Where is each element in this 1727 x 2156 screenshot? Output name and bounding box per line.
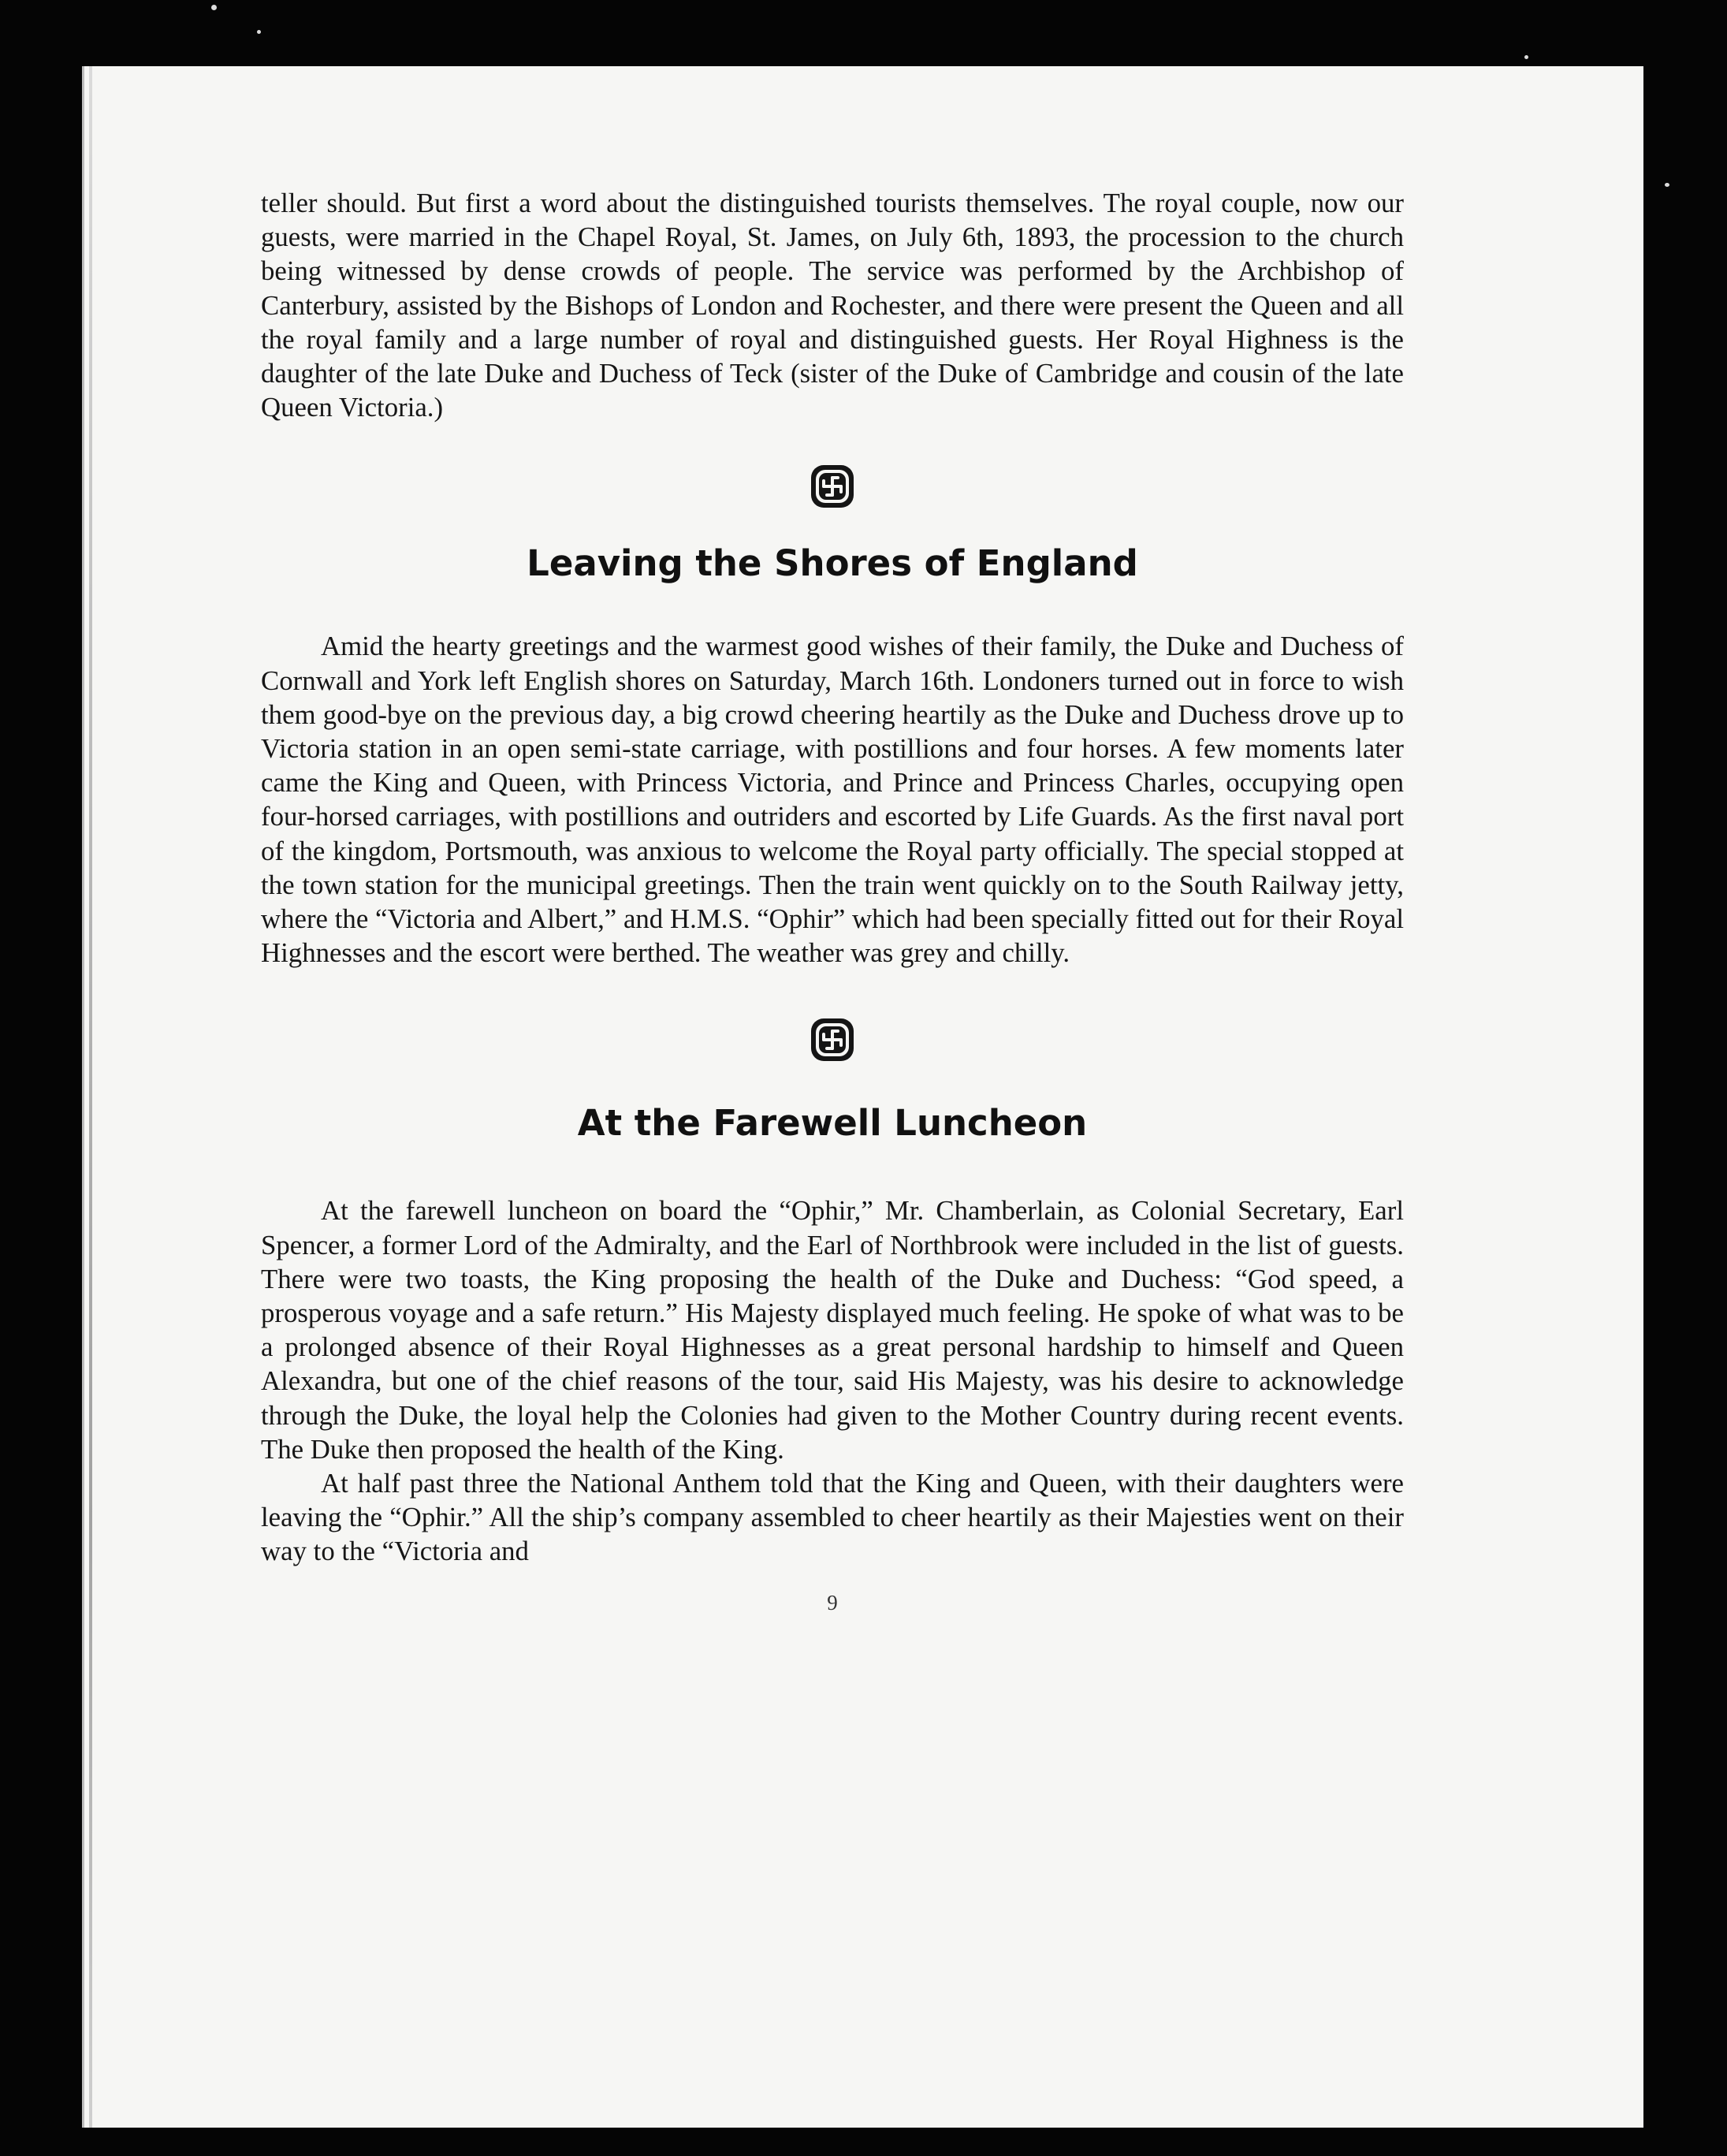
dust-speck [211, 5, 217, 10]
dust-speck [1524, 55, 1528, 59]
section-heading: At the Farewell Luncheon [577, 1102, 1088, 1145]
body-paragraph: teller should. But first a word about the distinguished tourists themselves. The royal couple, now our guests, were married in the Chapel Royal, St. James, on July 6th, 1893, the procession to the church being witnessed by dense crowds of people. The service was performed by the Archbishop of Canterbury, assisted by the Bishops of London and Rochester, and there were present the Queen and all the royal family and a large number of royal and distinguished guests. Her Royal Highness is the daughter of the late Duke and Duchess of Teck (sister of the Duke of Cambridge and cousin of the late Queen Victoria.) [261, 188, 1404, 423]
body-paragraph: At the farewell luncheon on board the “Ophir,” Mr. Chamberlain, as Colonial Secretary, Earl Spencer, a former Lord of the Admiralty, and the Earl of Northbrook were included in the list of guests. There were two toasts, the King proposing the health of the Duke and Duchess: “God speed, a prosperous voyage and a safe return.” His Majesty displayed much feeling. He spoke of what was to be a prolonged absence of their Royal Highnesses as a great personal hardship to himself and Queen Alexandra, but one of the chief reasons of the tour, said His Majesty, was his desire to acknowledge through the Duke, the loyal help the Colonies had given to the Mother Country during recent events. The Duke then proposed the health of the King. [261, 1195, 1404, 1465]
dust-speck [1665, 183, 1669, 187]
page-number: 9 [827, 1590, 838, 1614]
page-content [261, 186, 1404, 1614]
section-leaving-england [261, 541, 1404, 970]
section-farewell-luncheon [261, 1100, 1404, 1568]
swastika-medallion-icon [810, 464, 855, 509]
body-paragraph: Amid the hearty greetings and the warmest good wishes of their family, the Duke and Duchess of Cornwall and York left English shores on Saturday, March 16th. Londoners turned out in force to wish them good-bye on the previous day, a big crowd cheering heartily as the Duke and Duchess drove up to Victoria station in an open semi-state carriage, with postillions and four horses. A few moments later came the King and Queen, with Princess Victoria, and Prince and Princess Charles, occupying open four-horsed carriages, with postillions and outriders and escorted by Life Guards. As the first naval port of the kingdom, Portsmouth, was anxious to welcome the Royal party officially. The special stopped at the town station for the municipal greetings. Then the train went quickly on to the South Railway jetty, where the “Victoria and Albert,” and H.M.S. “Ophir” which had been specially fitted out for their Royal Highnesses and the escort were berthed. The weather was grey and chilly. [261, 631, 1404, 969]
body-paragraph: At half past three the National Anthem told that the King and Queen, with their daughters were leaving the “Ophir.” All the ship’s company assembled to cheer heartily as their Majesties went on their way to the “Victoria and [261, 1468, 1404, 1567]
page-gutter [89, 66, 92, 2128]
section-heading: Leaving the Shores of England [527, 542, 1138, 585]
swastika-medallion-icon [810, 1017, 855, 1063]
dust-speck [257, 30, 261, 34]
section-ornament [261, 464, 1404, 509]
section-ornament [261, 1017, 1404, 1063]
